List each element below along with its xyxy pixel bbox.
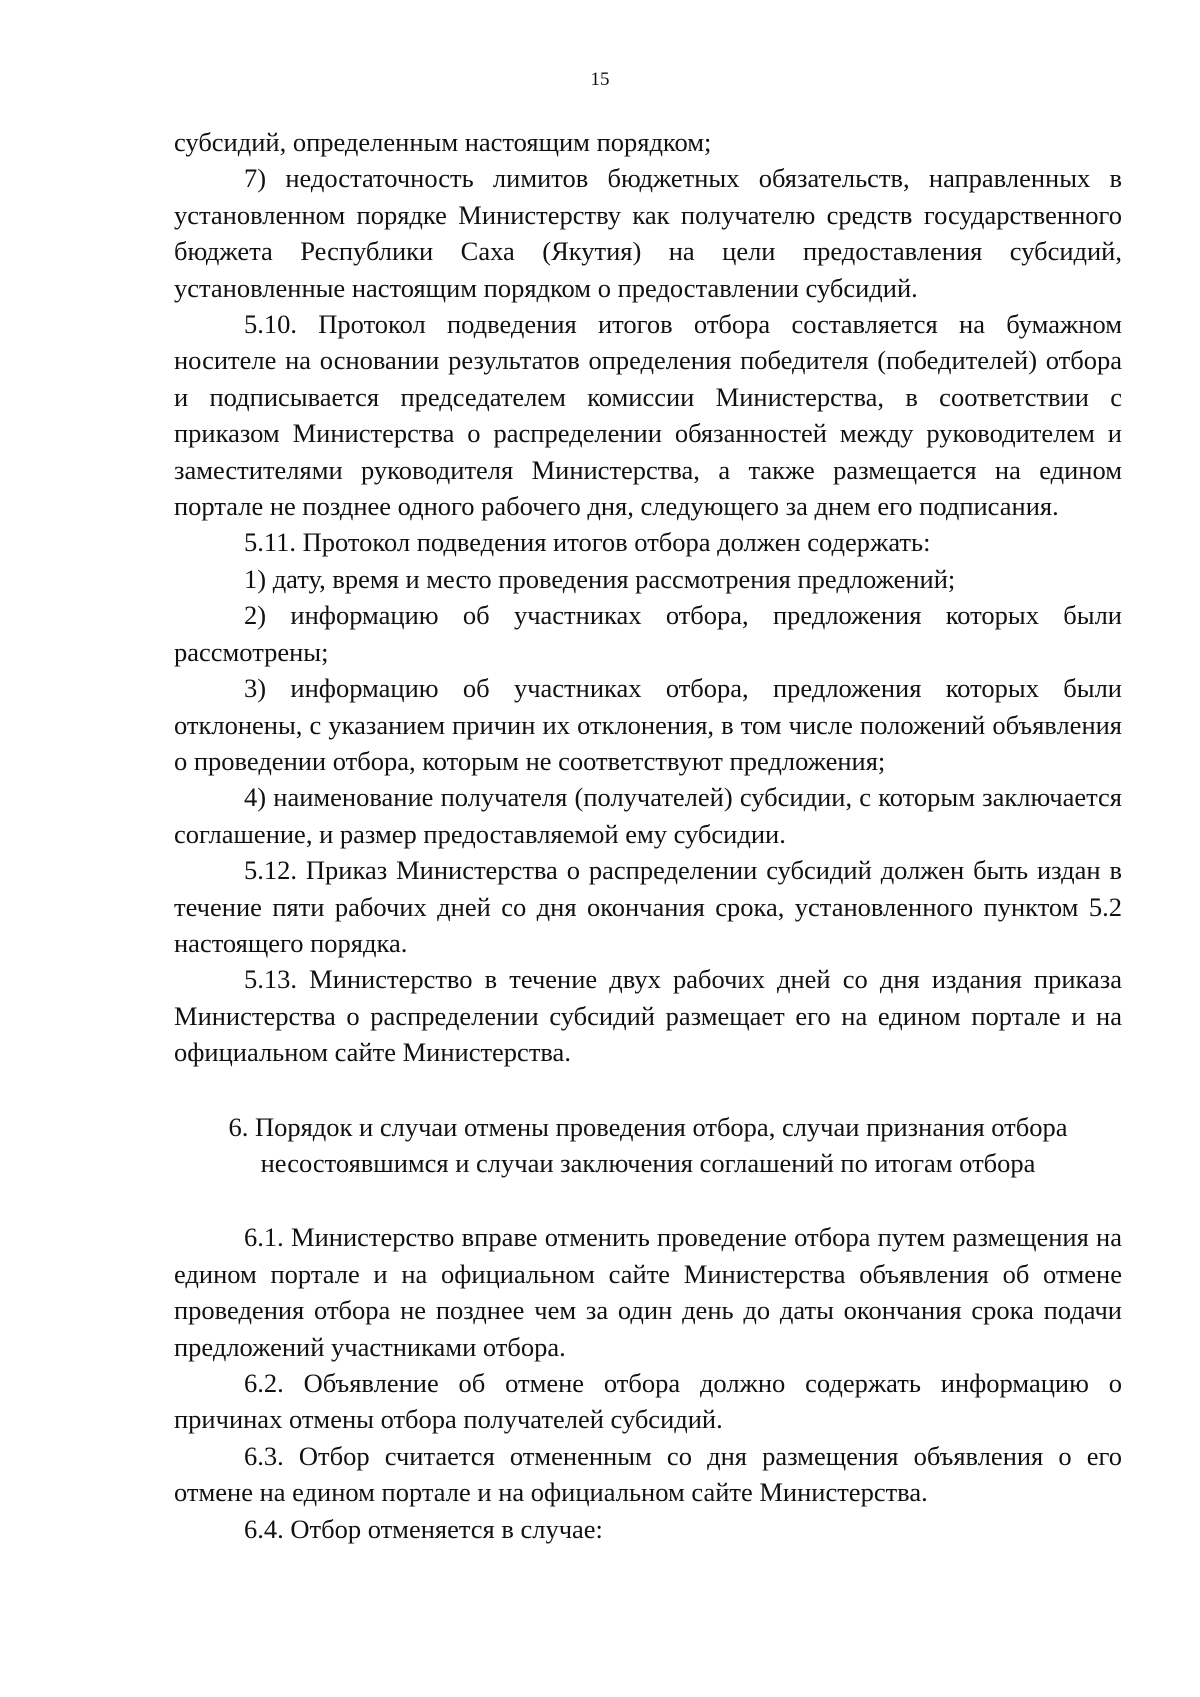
section-heading <box>174 1109 1122 1182</box>
paragraph-5-12: 5.12. Приказ Министерства о распределении субсидий должен быть издан в течение пяти рабочих дней со дня окончания срока, установленного пунктом 5.2 настоящего порядка. <box>174 855 1122 958</box>
section-heading-line-2: несостоявшимся и случаи заключения соглашений по итогам отбора <box>260 1147 1036 1178</box>
paragraph-item-7: 7) недостаточность лимитов бюджетных обязательств, направленных в установленном порядке Министерству как получателю средств государственного бюджета Республики Саха (Якутия) на цели предоставления субсидий, установленные настоящим порядком о предоставлении субсидий. <box>174 163 1122 303</box>
document-body <box>174 124 1122 1547</box>
paragraph-5-11-item-1: 1) дату, время и место проведения рассмотрения предложений; <box>244 563 956 594</box>
paragraph-6-2: 6.2. Объявление об отмене отбора должно содержать информацию о причинах отмены отбора получателей субсидий. <box>174 1368 1122 1435</box>
paragraph-5-11-item-4: 4) наименование получателя (получателей) субсидии, с которым заключается соглашение, и размер предоставляемой ему субсидии. <box>174 782 1122 849</box>
paragraph-5-10: 5.10. Протокол подведения итогов отбора составляется на бумажном носителе на основании результатов определения победителя (победителей) отбора и подписывается председателем комиссии Министерства, в соответствии с приказом Министерства о распределении обязанностей между руководителем и заместителями руководителя Министерства, а также размещается на едином портале не позднее одного рабочего дня, следующего за днем его подписания. <box>174 309 1122 522</box>
paragraph-6-4: 6.4. Отбор отменяется в случае: <box>244 1513 603 1544</box>
paragraph-5-11-item-3: 3) информацию об участниках отбора, предложения которых были отклонены, с указанием причин их отклонения, в том числе положений объявления о проведении отбора, которым не соответствуют предложения; <box>174 673 1122 776</box>
page-number: 15 <box>590 69 610 90</box>
paragraph-5-11: 5.11. Протокол подведения итогов отбора должен содержать: <box>244 527 931 558</box>
paragraph-6-1: 6.1. Министерство вправе отменить проведение отбора путем размещения на едином портале и на официальном сайте Министерства объявления об отмене проведения отбора не позднее чем за один день до даты окончания срока подачи предложений участниками отбора. <box>174 1222 1122 1362</box>
section-heading-line-1: 6. Порядок и случаи отмены проведения отбора, случаи признания отбора <box>228 1111 1068 1142</box>
paragraph-5-11-item-2: 2) информацию об участниках отбора, предложения которых были рассмотрены; <box>174 600 1122 667</box>
paragraph-5-13: 5.13. Министерство в течение двух рабочих дней со дня издания приказа Министерства о распределении субсидий размещает его на едином портале и на официальном сайте Министерства. <box>174 964 1122 1068</box>
paragraph-6-3: 6.3. Отбор считается отмененным со дня размещения объявления о его отмене на едином портале и на официальном сайте Министерства. <box>174 1440 1122 1508</box>
paragraph-continuation: субсидий, определенным настоящим порядком; <box>174 127 712 157</box>
